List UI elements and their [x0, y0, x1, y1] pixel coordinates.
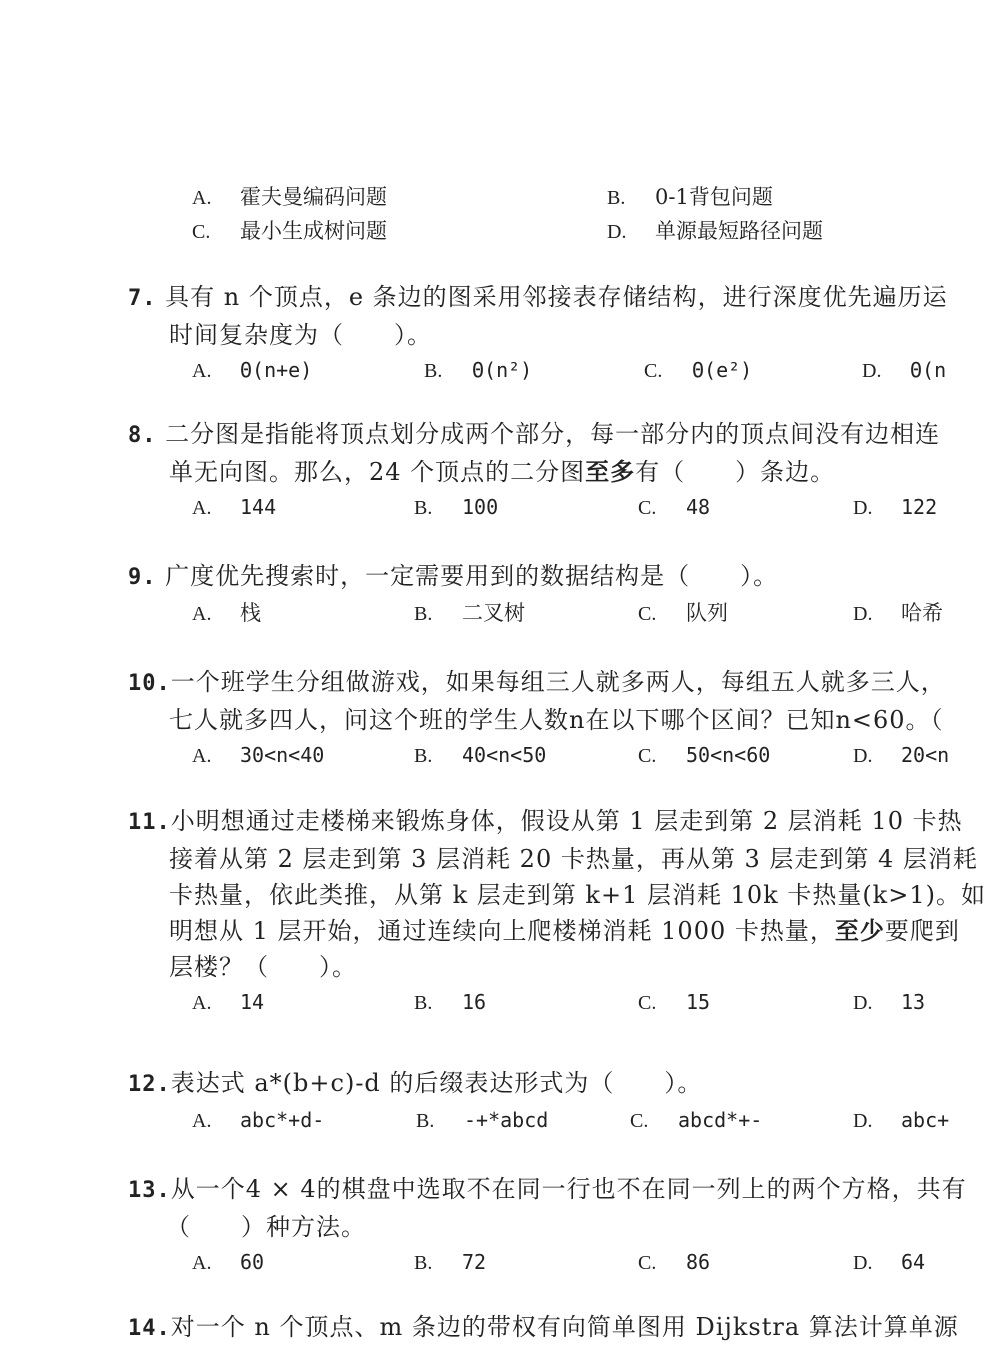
- q13-option-d: [853, 1245, 925, 1280]
- option-letter: B.: [416, 1110, 435, 1132]
- option-text: 20<n: [901, 743, 950, 767]
- option-letter: A.: [192, 603, 212, 625]
- q9-option-b: [414, 596, 525, 631]
- stem-text: 要爬到: [884, 917, 960, 945]
- option-text: 64: [901, 1250, 926, 1274]
- option-text: 14: [240, 990, 265, 1014]
- q12-options: [192, 1103, 950, 1137]
- q12-option-b: [416, 1103, 548, 1138]
- option-text: abc*+d-: [240, 1108, 325, 1132]
- option-letter: D.: [607, 221, 627, 243]
- stem-line-3: 卡热量，依此类推，从第 k 层走到第 k+1 层消耗 10k 卡热量(k>1)。如: [169, 881, 986, 909]
- question-number: 11.: [128, 810, 171, 835]
- question-stem: [128, 803, 963, 841]
- question-number: 9.: [128, 565, 157, 590]
- option-text: Θ(e²): [692, 358, 753, 382]
- q11-option-a: [192, 985, 264, 1020]
- q10-option-a: [192, 738, 324, 773]
- option-letter: D.: [853, 992, 873, 1014]
- option-letter: C.: [644, 360, 663, 382]
- q13-option-a: [192, 1245, 264, 1280]
- option-text: 栈: [240, 601, 261, 625]
- q11-option-c: [638, 985, 710, 1020]
- question-number: 12.: [128, 1072, 171, 1097]
- option-text: 13: [901, 990, 926, 1014]
- q7-option-a: [192, 353, 312, 388]
- option-text: 15: [686, 990, 711, 1014]
- stem-text: 有（ ）条边。: [635, 458, 836, 486]
- option-letter: C.: [638, 745, 657, 767]
- option-text: Θ(n²): [472, 358, 533, 382]
- option-text: 单源最短路径问题: [655, 219, 823, 243]
- option-text: 哈希: [901, 601, 943, 625]
- q10-option-b: [414, 738, 546, 773]
- q7-option-d: [862, 353, 946, 388]
- stem-line-1: 一个班学生分组做游戏，如果每组三人就多两人，每组五人就多三人，: [170, 668, 946, 696]
- option-letter: C.: [638, 992, 657, 1014]
- option-letter: A.: [192, 1252, 212, 1274]
- q7-option-b: [424, 353, 532, 388]
- q6-option-a: [192, 180, 387, 215]
- q13-option-b: [414, 1245, 486, 1280]
- q6-option-d: [607, 214, 823, 249]
- question-7: [128, 279, 950, 387]
- option-text: 60: [240, 1250, 265, 1274]
- option-text: abcd*+-: [678, 1108, 763, 1132]
- q11-options: [192, 985, 950, 1019]
- question-8: [128, 416, 950, 524]
- question-stem: [128, 558, 950, 596]
- q13-options: [192, 1245, 950, 1279]
- option-letter: D.: [853, 603, 873, 625]
- option-letter: C.: [638, 1252, 657, 1274]
- question-number: 10.: [128, 671, 171, 696]
- q13-option-c: [638, 1245, 710, 1280]
- option-letter: A.: [192, 187, 212, 209]
- question-13: [128, 1171, 967, 1279]
- q12-option-a: [192, 1103, 324, 1138]
- question-14: [128, 1309, 959, 1347]
- q6-options-row2: [192, 214, 950, 248]
- option-letter: A.: [192, 360, 212, 382]
- question-stem: [128, 1309, 959, 1347]
- q8-option-b: [414, 490, 498, 525]
- option-text: 队列: [686, 601, 728, 625]
- option-text: Θ(n: [910, 358, 947, 382]
- option-text: 144: [240, 495, 277, 519]
- question-number: 7.: [128, 286, 157, 311]
- option-text: Θ(n+e): [240, 358, 313, 382]
- q10-option-d: [853, 738, 949, 773]
- q12-option-c: [630, 1103, 762, 1138]
- question-10: [128, 664, 950, 772]
- option-text: -+*abcd: [464, 1108, 549, 1132]
- question-12: [128, 1065, 950, 1137]
- option-letter: B.: [414, 992, 433, 1014]
- option-text: 86: [686, 1250, 711, 1274]
- stem-line-1: 表达式 a*(b+c)-d 的后缀表达形式为（ ）。: [170, 1069, 703, 1097]
- option-text: 0-1背包问题: [655, 185, 773, 209]
- stem-line-2: （ ）种方法。: [166, 1213, 366, 1241]
- stem-line-1: 从一个4 × 4的棋盘中选取不在同一行也不在同一列上的两个方格，共有: [170, 1175, 967, 1203]
- option-letter: D.: [853, 1110, 873, 1132]
- q11-option-d: [853, 985, 925, 1020]
- q9-option-a: [192, 596, 261, 631]
- option-text: 40<n<50: [462, 743, 547, 767]
- stem-line-4: [128, 913, 960, 949]
- stem-line-2: 接着从第 2 层走到第 3 层消耗 20 卡热量，再从第 3 层走到第 4 层消耗: [169, 845, 978, 873]
- stem-line-1: 广度优先搜索时，一定需要用到的数据结构是（ ）。: [165, 562, 779, 590]
- option-letter: A.: [192, 497, 212, 519]
- q6-option-c: [192, 214, 387, 249]
- option-letter: B.: [414, 745, 433, 767]
- stem-line-1: 具有 n 个顶点，e 条边的图采用邻接表存储结构，进行深度优先遍历运: [165, 283, 948, 311]
- option-text: 72: [462, 1250, 487, 1274]
- question-9: [128, 558, 950, 630]
- option-letter: A.: [192, 1110, 212, 1132]
- q8-options: [192, 490, 950, 524]
- q9-options: [192, 596, 950, 630]
- option-letter: B.: [424, 360, 443, 382]
- q6-options-row1: [192, 180, 950, 214]
- q9-option-c: [638, 596, 728, 631]
- q10-options: [192, 738, 950, 772]
- option-letter: D.: [853, 745, 873, 767]
- option-letter: B.: [607, 187, 626, 209]
- option-letter: C.: [630, 1110, 649, 1132]
- question-stem: [128, 1065, 950, 1103]
- stem-line-1: 对一个 n 个顶点、m 条边的带权有向简单图用 Dijkstra 算法计算单源: [170, 1313, 959, 1341]
- option-letter: D.: [853, 497, 873, 519]
- option-text: abc+: [901, 1108, 950, 1132]
- q11-option-b: [414, 985, 486, 1020]
- option-letter: B.: [414, 1252, 433, 1274]
- stem-text: 单无向图。那么，24 个顶点的二分图: [169, 458, 586, 486]
- stem-line-2: 时间复杂度为（ ）。: [169, 321, 432, 349]
- option-letter: D.: [862, 360, 882, 382]
- option-letter: C.: [638, 603, 657, 625]
- question-number: 13.: [128, 1178, 171, 1203]
- option-text: 16: [462, 990, 487, 1014]
- option-text: 48: [686, 495, 711, 519]
- stem-text: 明想从 1 层开始，通过连续向上爬楼梯消耗 1000 卡热量，: [169, 917, 835, 945]
- question-number: 8.: [128, 423, 157, 448]
- question-11: [128, 803, 986, 1019]
- option-text: 30<n<40: [240, 743, 325, 767]
- question-number: 14.: [128, 1316, 171, 1341]
- question-stem: [128, 279, 950, 317]
- stem-line-5: 层楼？（ ）。: [169, 953, 357, 981]
- emphasis-text: 至多: [585, 457, 636, 486]
- q10-option-c: [638, 738, 770, 773]
- q8-option-d: [853, 490, 937, 525]
- stem-line-2: 七人就多四人，问这个班的学生人数n在以下哪个区间？已知n<60。（: [169, 706, 944, 734]
- q9-option-d: [853, 596, 943, 631]
- q6-option-b: [607, 180, 773, 215]
- q6-options: [192, 180, 950, 248]
- option-letter: A.: [192, 745, 212, 767]
- option-text: 霍夫曼编码问题: [240, 185, 387, 209]
- option-text: 122: [901, 495, 938, 519]
- option-text: 50<n<60: [686, 743, 771, 767]
- option-letter: B.: [414, 603, 433, 625]
- question-stem: [128, 1171, 967, 1209]
- option-letter: D.: [853, 1252, 873, 1274]
- option-letter: C.: [192, 221, 211, 243]
- option-text: 100: [462, 495, 499, 519]
- q8-option-a: [192, 490, 276, 525]
- stem-line-1: 小明想通过走楼梯来锻炼身体，假设从第 1 层走到第 2 层消耗 10 卡热: [170, 807, 963, 835]
- stem-line-2: [128, 454, 950, 490]
- option-letter: A.: [192, 992, 212, 1014]
- emphasis-text: 至少: [834, 916, 885, 945]
- question-stem: [128, 664, 950, 702]
- option-text: 最小生成树问题: [240, 219, 387, 243]
- question-stem: [128, 416, 950, 454]
- q12-option-d: [853, 1103, 949, 1138]
- option-letter: C.: [638, 497, 657, 519]
- stem-line-1: 二分图是指能将顶点划分成两个部分，每一部分内的顶点间没有边相连: [165, 420, 941, 448]
- q8-option-c: [638, 490, 710, 525]
- option-letter: B.: [414, 497, 433, 519]
- option-text: 二叉树: [462, 601, 525, 625]
- q7-option-c: [644, 353, 752, 388]
- q7-options: [192, 353, 950, 387]
